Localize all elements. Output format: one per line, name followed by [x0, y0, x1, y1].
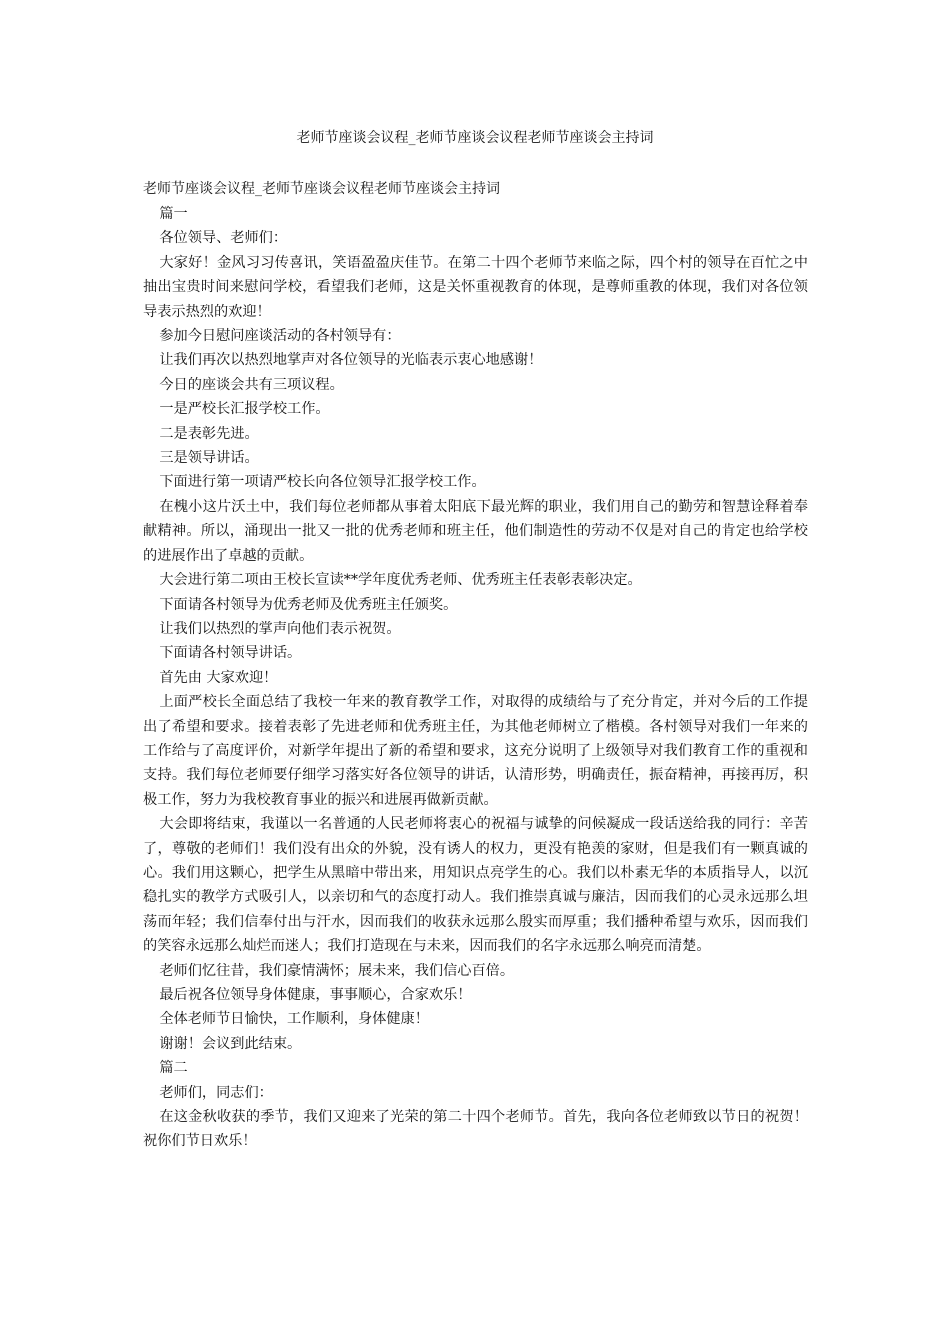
document-title: 老师节座谈会议程_老师节座谈会议程老师节座谈会主持词 [296, 130, 654, 146]
paragraph: 下面进行第一项请严校长向各位领导汇报学校工作。 [159, 474, 486, 491]
paragraph: 大会即将结束，我谨以一名普通的人民老师将衷心的祝福与诚挚的问候凝成一段话送给我的同行：辛苦了，尊敬的老师们！我们没有出众的外貌，没有诱人的权力，更没有艳羡的家财，但是我们有一颗真诚的心。我们用这颗心，把学生从黑暗中带出来，用知识点亮学生的心。我们以朴素无华的本质指导人，以沉稳扎实的教学方式吸引人，以亲切和气的态度打动人。我们推崇真诚与廉洁，因而我们的心灵永远那么坦荡而年轻；我们信奉付出与汗水，因而我们的收获永远那么殷实而厚重；我们播种希望与欢乐，因而我们的笑容永远那么灿烂而迷人；我们打造现在与未来，因而我们的名字永远那么响亮而清楚。 [143, 816, 808, 955]
paragraph: 老师们忆往昔，我们豪情满怀；展未来，我们信心百倍。 [159, 962, 515, 979]
paragraph: 在这金秋收获的季节，我们又迎来了光荣的第二十四个老师节。首先，我向各位老师致以节日的祝贺！祝你们节日欢乐！ [143, 1109, 808, 1150]
paragraph: 老师们，同志们： [159, 1084, 273, 1101]
paragraph: 全体老师节日愉快，工作顺利，身体健康！ [159, 1011, 429, 1028]
paragraph: 让我们再次以热烈地掌声对各位领导的光临表示衷心地感谢！ [159, 352, 543, 369]
paragraph: 在槐小这片沃土中，我们每位老师都从事着太阳底下最光辉的职业，我们用自己的勤劳和智慧诠释着奉献精神。所以，涌现出一批又一批的优秀老师和班主任，他们制造性的劳动不仅是对自己的肯定也给学校的进展作出了卓越的贡献。 [143, 498, 808, 564]
paragraph: 今日的座谈会共有三项议程。 [159, 376, 344, 393]
paragraph: 三是领导讲话。 [159, 450, 259, 467]
paragraph: 二是表彰先进。 [159, 425, 259, 442]
paragraph: 大家好！金风习习传喜讯，笑语盈盈庆佳节。在第二十四个老师节来临之际，四个村的领导在百忙之中抽出宝贵时间来慰问学校，看望我们老师，这是关怀重视教育的体现，是尊师重教的体现，我们对各位领导表示热烈的欢迎！ [143, 254, 808, 320]
paragraph: 下面请各村领导讲话。 [159, 645, 302, 662]
document-subtitle: 老师节座谈会议程_老师节座谈会议程老师节座谈会主持词 [143, 181, 500, 197]
paragraph: 各位领导、老师们： [159, 230, 288, 247]
paragraph: 最后祝各位领导身体健康，事事顺心，合家欢乐！ [159, 987, 472, 1003]
paragraph: 谢谢！会议到此结束。 [159, 1035, 302, 1052]
paragraph: 让我们以热烈的掌声向他们表示祝贺。 [159, 620, 401, 637]
paragraph: 下面请各村领导为优秀老师及优秀班主任颁奖。 [159, 596, 458, 613]
paragraph: 上面严校长全面总结了我校一年来的教育教学工作，对取得的成绩给与了充分肯定，并对今后的工作提出了希望和要求。接着表彰了先进老师和优秀班主任，为其他老师树立了楷模。各村领导对我们一年来的工作给与了高度评价，对新学年提出了新的希望和要求，这充分说明了上级领导对我们教育工作的重视和支持。我们每位老师要仔细学习落实好各位领导的讲话，认清形势，明确责任，振奋精神，再接再厉，积极工作，努力为我校教育事业的振兴和进展再做新贡献。 [143, 694, 808, 808]
paragraph: 篇二 [159, 1060, 188, 1077]
paragraph: 篇一 [159, 206, 188, 222]
paragraph: 大会进行第二项由王校长宣读**学年度优秀老师、优秀班主任表彰表彰决定。 [159, 572, 642, 589]
paragraph: 参加今日慰问座谈活动的各村领导有： [159, 328, 401, 345]
paragraph: 首先由 大家欢迎！ [159, 669, 278, 686]
document-body [143, 202, 808, 1154]
paragraph: 一是严校长汇报学校工作。 [159, 401, 330, 418]
